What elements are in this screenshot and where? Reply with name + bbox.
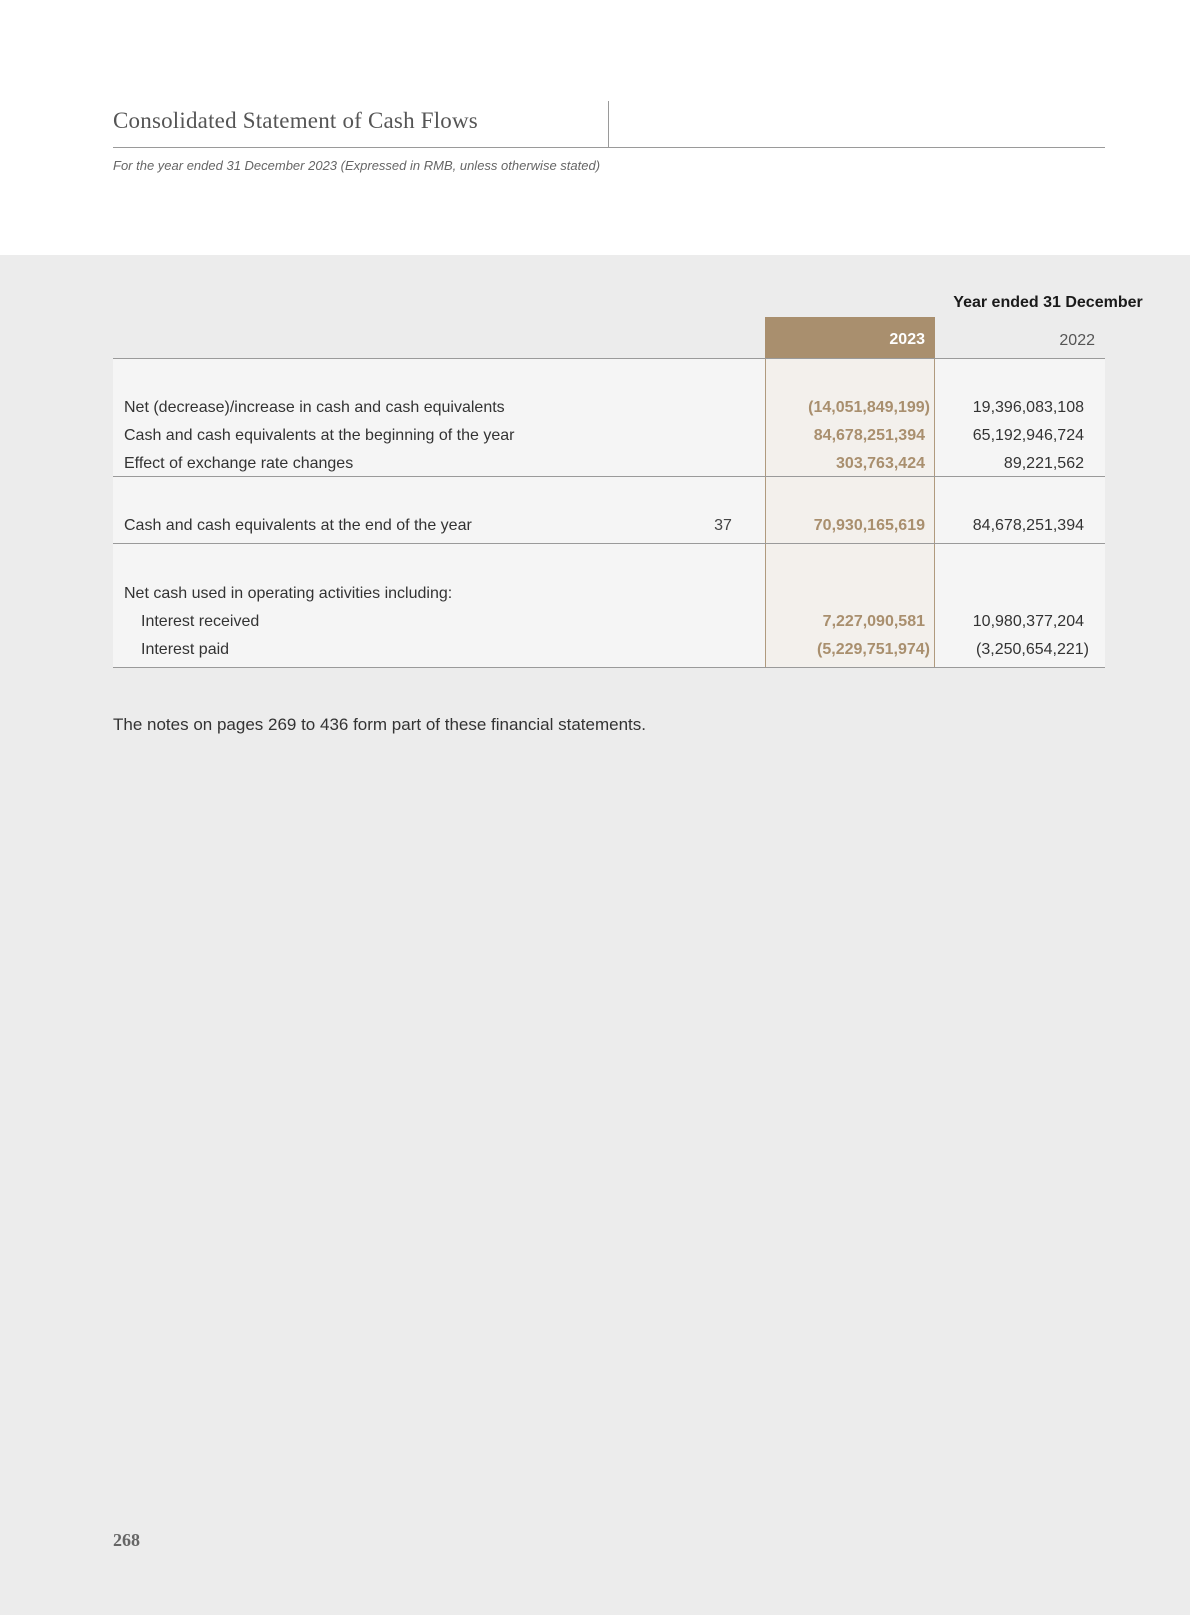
title-divider-vertical — [608, 101, 609, 147]
row-label: Cash and cash equivalents at the beginning of the year — [124, 427, 515, 444]
page-subtitle: For the year ended 31 December 2023 (Expressed in RMB, unless otherwise stated) — [113, 158, 601, 173]
row-notes: 37 — [714, 517, 732, 534]
row-label: Interest received — [141, 613, 260, 630]
row-value-2022: 89,221,562 — [1003, 455, 1084, 472]
title-divider-horizontal — [113, 147, 1105, 148]
page-number: 268 — [113, 1530, 140, 1550]
table-row — [113, 641, 1105, 665]
row-label: Cash and cash equivalents at the end of the year — [124, 517, 472, 534]
row-value-2022: 84,678,251,394 — [972, 517, 1084, 534]
period-header: Year ended 31 December — [953, 294, 1143, 311]
page-title: Consolidated Statement of Cash Flows — [113, 108, 478, 133]
row-label: Interest paid — [141, 641, 230, 658]
table-row — [113, 585, 1105, 609]
row-value-2023: 70,930,165,619 — [813, 517, 925, 534]
row-value-2023: (14,051,849,199) — [808, 399, 930, 416]
row-value-2023: 303,763,424 — [836, 455, 925, 472]
row-label: Net (decrease)/increase in cash and cash equivalents — [124, 399, 505, 416]
row-value-2022: 65,192,946,724 — [972, 427, 1084, 444]
row-separator — [113, 476, 1105, 477]
row-label: Effect of exchange rate changes — [124, 455, 354, 472]
footnote: The notes on pages 269 to 436 form part of these financial statements. — [113, 715, 646, 734]
column-header-2022: 2022 — [1059, 332, 1095, 349]
table-body — [113, 358, 1105, 668]
row-value-2022: 10,980,377,204 — [972, 613, 1084, 630]
table-row — [113, 399, 1105, 423]
row-value-2023: 84,678,251,394 — [813, 427, 925, 444]
row-separator — [113, 543, 1105, 544]
row-value-2023: (5,229,751,974) — [817, 641, 930, 658]
table-row — [113, 427, 1105, 451]
row-label: Net cash used in operating activities including: — [124, 585, 453, 602]
table-row — [113, 517, 1105, 541]
table-row — [113, 613, 1105, 637]
row-value-2023: 7,227,090,581 — [822, 613, 925, 630]
row-value-2022: 19,396,083,108 — [972, 399, 1084, 416]
row-value-2022: (3,250,654,221) — [976, 641, 1089, 658]
column-header-2023: 2023 — [765, 317, 935, 358]
